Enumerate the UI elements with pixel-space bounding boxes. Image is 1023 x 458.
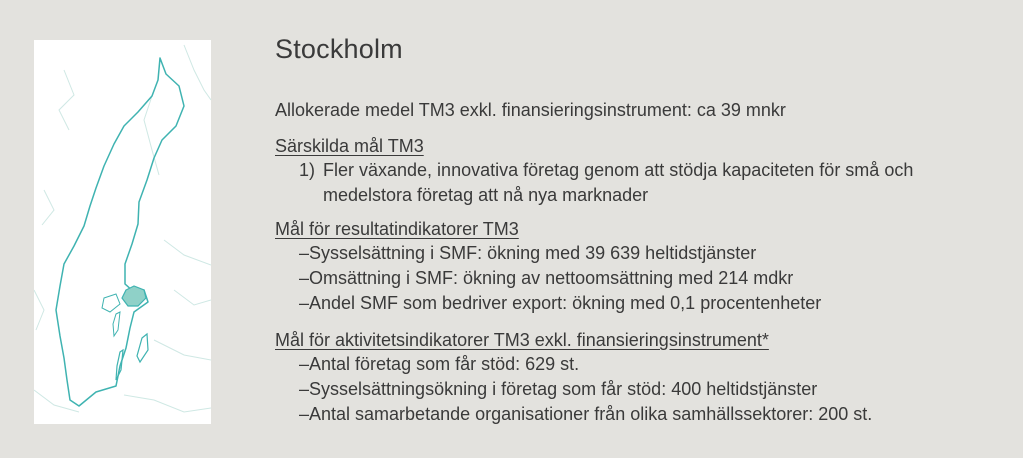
sweden-map-svg xyxy=(34,40,211,424)
lake-vanern xyxy=(102,294,120,312)
region-info xyxy=(275,34,1005,424)
oland-island xyxy=(116,350,123,380)
result-indicators-heading: Mål för resultatindikatorer TM3 xyxy=(275,219,519,239)
allocated-funds: Allokerade medel TM3 exkl. finansieringsinstrument: ca 39 mnkr xyxy=(275,100,786,120)
result-indicator-item: –Andel SMF som bedriver export: ökning med 0,1 procentenheter xyxy=(299,293,822,313)
result-indicator-item: –Omsättning i SMF: ökning av nettoomsättning med 214 mdkr xyxy=(299,268,794,288)
activity-indicators-heading: Mål för aktivitetsindikatorer TM3 exkl. finansieringsinstrument* xyxy=(275,330,769,350)
activity-indicator-item: –Antal samarbetande organisationer från olika samhällssektorer: 200 st. xyxy=(299,404,873,424)
activity-indicator-item: –Antal företag som får stöd: 629 st. xyxy=(299,354,580,374)
sweden-map xyxy=(34,40,211,424)
result-indicator-item: –Sysselsättning i SMF: ökning med 39 639 heltidstjänster xyxy=(299,243,757,263)
activity-indicators-section xyxy=(275,328,872,427)
page-title: Stockholm xyxy=(275,34,403,64)
goal-text: Fler växande, innovativa företag genom att stödja kapaciteten för små och medelstora företag att nå nya marknader xyxy=(323,160,914,205)
activity-indicator-item: –Sysselsättningsökning i företag som får stöd: 400 heltidstjänster xyxy=(299,379,818,399)
result-indicators-section xyxy=(275,217,821,316)
stockholm-region xyxy=(122,286,146,306)
goal-item xyxy=(299,158,963,208)
gotland-island xyxy=(137,334,148,362)
goal-number: 1) xyxy=(299,160,316,180)
specific-goals-heading: Särskilda mål TM3 xyxy=(275,136,424,156)
lake-vattern xyxy=(113,312,120,336)
specific-goals-section xyxy=(275,134,963,208)
